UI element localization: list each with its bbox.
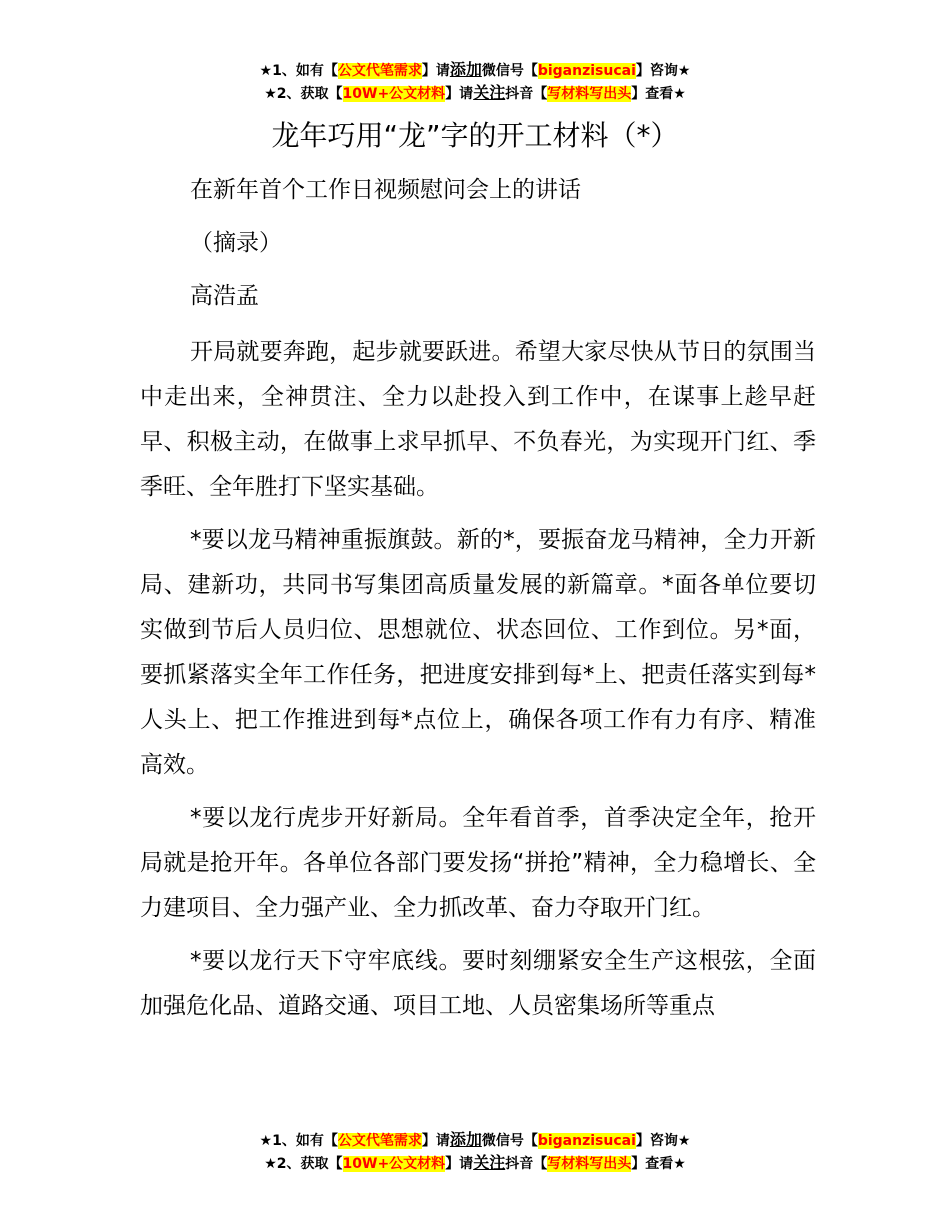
notice-line-2 xyxy=(0,1152,950,1175)
notice-text: 抖音【 xyxy=(505,86,548,102)
notice-underline: 添加 xyxy=(449,60,482,79)
document-body xyxy=(140,330,816,1037)
notice-text: 】请 xyxy=(421,1133,450,1149)
body-paragraph: *要以龙马精神重振旗鼓。新的*，要振奋龙马精神，全力开新局、建新功，共同书写集团高质量发展的新篇章。*面各单位要切实做到节后人员归位、思想就位、状态回位、工作到位。另*面，要抓紧落实全年工作任务，把进度安排到每*上、把责任落实到每*人头上、把工作推进到每*点位上，确保各项工作有力有序、精准高效。 xyxy=(140,527,816,778)
notice-underline: 添加 xyxy=(449,1130,482,1149)
wechat-id-highlight: biganzisucai xyxy=(537,1133,636,1149)
notice-text: ★2、获取【 xyxy=(264,1156,343,1172)
notice-text: 微信号【 xyxy=(481,1133,538,1149)
notice-text: ★2、获取【 xyxy=(264,86,343,102)
notice-text: 】请 xyxy=(445,1156,474,1172)
douyin-id-highlight: 写材料写出头 xyxy=(547,1156,632,1172)
notice-highlight: 10W+公文材料 xyxy=(342,1156,446,1172)
document-title: 龙年巧用“龙”字的开工材料（*） xyxy=(271,119,679,152)
notice-text: 】查看★ xyxy=(631,1156,686,1172)
notice-text: 抖音【 xyxy=(505,1156,548,1172)
wechat-id-highlight: biganzisucai xyxy=(537,63,636,79)
document-author: 高浩孟 xyxy=(190,283,259,309)
notice-text: ★1、如有【 xyxy=(259,63,338,79)
notice-text: 】查看★ xyxy=(631,86,686,102)
header-notice xyxy=(0,59,950,105)
notice-text: 】请 xyxy=(445,86,474,102)
notice-line-1 xyxy=(0,59,950,82)
notice-line-2 xyxy=(0,82,950,105)
notice-underline: 关注 xyxy=(473,1153,506,1172)
notice-highlight: 10W+公文材料 xyxy=(342,86,446,102)
document-meta xyxy=(140,168,816,327)
document-subtitle: 在新年首个工作日视频慰问会上的讲话 xyxy=(190,177,581,203)
notice-text: 】请 xyxy=(421,63,450,79)
body-paragraph: *要以龙行天下守牢底线。要时刻绷紧安全生产这根弦，全面加强危化品、道路交通、项目工地、人员密集场所等重点 xyxy=(140,948,816,1019)
notice-underline: 关注 xyxy=(473,83,506,102)
notice-text: 】咨询★ xyxy=(635,1133,691,1149)
body-paragraph: 开局就要奔跑，起步就要跃进。希望大家尽快从节日的氛围当中走出来，全神贯注、全力以赴投入到工作中，在谋事上趁早赶早、积极主动，在做事上求早抓早、不负春光，为实现开门红、季季旺、全年胜打下坚实基础。 xyxy=(140,339,816,500)
body-paragraph: *要以龙行虎步开好新局。全年看首季，首季决定全年，抢开局就是抢开年。各单位各部门要发扬“拼抢”精神，全力稳增长、全力建项目、全力强产业、全力抓改革、奋力夺取开门红。 xyxy=(140,805,816,921)
notice-text: 】咨询★ xyxy=(635,63,691,79)
notice-text: 微信号【 xyxy=(481,63,538,79)
notice-line-1 xyxy=(0,1129,950,1152)
notice-highlight: 公文代笔需求 xyxy=(337,63,422,79)
douyin-id-highlight: 写材料写出头 xyxy=(547,86,632,102)
document-note: （摘录） xyxy=(190,230,282,256)
notice-highlight: 公文代笔需求 xyxy=(337,1133,422,1149)
notice-text: ★1、如有【 xyxy=(259,1133,338,1149)
footer-notice xyxy=(0,1129,950,1175)
